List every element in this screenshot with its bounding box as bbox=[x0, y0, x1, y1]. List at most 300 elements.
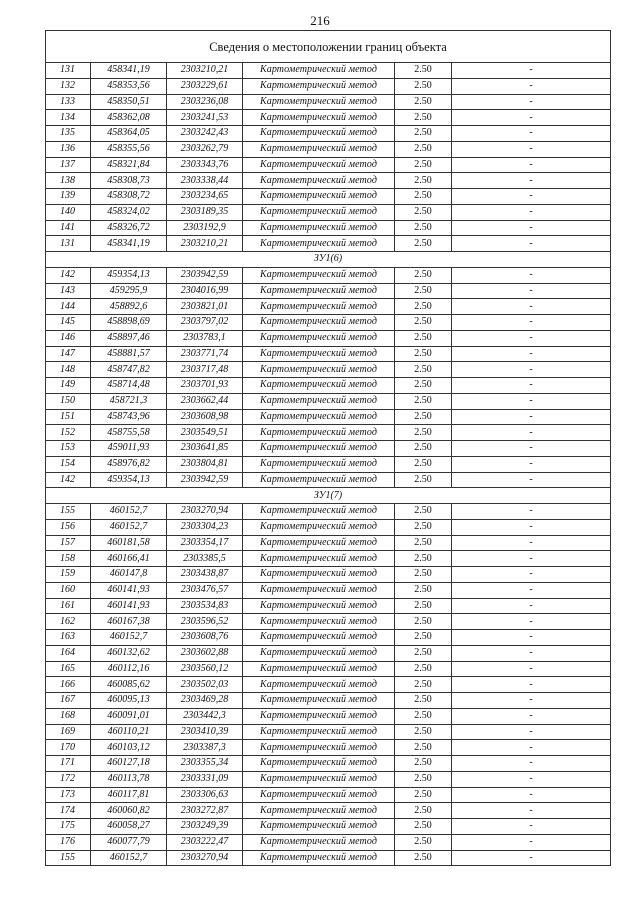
table-row bbox=[46, 551, 611, 567]
coord-x: 458747,82 bbox=[91, 362, 167, 378]
method-cell: Картометрический метод bbox=[243, 126, 395, 142]
section-label: ЗУ1(7) bbox=[46, 488, 611, 504]
point-number: 168 bbox=[46, 708, 91, 724]
table-row bbox=[46, 220, 611, 236]
coord-y: 2303192,9 bbox=[167, 220, 243, 236]
description-cell: - bbox=[452, 582, 611, 598]
point-number: 176 bbox=[46, 834, 91, 850]
method-cell: Картометрический метод bbox=[243, 456, 395, 472]
coord-x: 458341,19 bbox=[91, 63, 167, 79]
coord-x: 458364,05 bbox=[91, 126, 167, 142]
coord-x: 460127,18 bbox=[91, 756, 167, 772]
table-row bbox=[46, 409, 611, 425]
point-number: 149 bbox=[46, 378, 91, 394]
method-cell: Картометрический метод bbox=[243, 567, 395, 583]
point-number: 164 bbox=[46, 645, 91, 661]
coord-y: 2303270,94 bbox=[167, 850, 243, 866]
coord-y: 2303242,43 bbox=[167, 126, 243, 142]
coord-y: 2303387,3 bbox=[167, 740, 243, 756]
accuracy-cell: 2.50 bbox=[395, 677, 452, 693]
description-cell: - bbox=[452, 267, 611, 283]
point-number: 145 bbox=[46, 315, 91, 331]
accuracy-cell: 2.50 bbox=[395, 519, 452, 535]
coord-x: 460152,7 bbox=[91, 630, 167, 646]
accuracy-cell: 2.50 bbox=[395, 157, 452, 173]
description-cell: - bbox=[452, 803, 611, 819]
coord-y: 2303476,57 bbox=[167, 582, 243, 598]
point-number: 155 bbox=[46, 850, 91, 866]
table-row bbox=[46, 803, 611, 819]
point-number: 159 bbox=[46, 567, 91, 583]
accuracy-cell: 2.50 bbox=[395, 425, 452, 441]
method-cell: Картометрический метод bbox=[243, 756, 395, 772]
method-cell: Картометрический метод bbox=[243, 94, 395, 110]
table-row bbox=[46, 346, 611, 362]
table-row bbox=[46, 362, 611, 378]
coord-y: 2303942,59 bbox=[167, 472, 243, 488]
description-cell: - bbox=[452, 724, 611, 740]
table-row bbox=[46, 141, 611, 157]
description-cell: - bbox=[452, 551, 611, 567]
point-number: 173 bbox=[46, 787, 91, 803]
coord-y: 2303608,98 bbox=[167, 409, 243, 425]
accuracy-cell: 2.50 bbox=[395, 708, 452, 724]
coord-x: 460103,12 bbox=[91, 740, 167, 756]
coord-x: 460095,13 bbox=[91, 693, 167, 709]
description-cell: - bbox=[452, 425, 611, 441]
coord-x: 460152,7 bbox=[91, 850, 167, 866]
coord-x: 460147,8 bbox=[91, 567, 167, 583]
description-cell: - bbox=[452, 157, 611, 173]
table-row bbox=[46, 740, 611, 756]
accuracy-cell: 2.50 bbox=[395, 693, 452, 709]
table-row bbox=[46, 645, 611, 661]
table-row bbox=[46, 330, 611, 346]
coord-y: 2303560,12 bbox=[167, 661, 243, 677]
table-row bbox=[46, 173, 611, 189]
coord-x: 460091,01 bbox=[91, 708, 167, 724]
coord-x: 458341,19 bbox=[91, 236, 167, 252]
point-number: 165 bbox=[46, 661, 91, 677]
accuracy-cell: 2.50 bbox=[395, 204, 452, 220]
accuracy-cell: 2.50 bbox=[395, 850, 452, 866]
accuracy-cell: 2.50 bbox=[395, 834, 452, 850]
method-cell: Картометрический метод bbox=[243, 519, 395, 535]
point-number: 136 bbox=[46, 141, 91, 157]
description-cell: - bbox=[452, 645, 611, 661]
description-cell: - bbox=[452, 409, 611, 425]
coord-y: 2303701,93 bbox=[167, 378, 243, 394]
point-number: 150 bbox=[46, 393, 91, 409]
description-cell: - bbox=[452, 141, 611, 157]
method-cell: Картометрический метод bbox=[243, 504, 395, 520]
point-number: 137 bbox=[46, 157, 91, 173]
accuracy-cell: 2.50 bbox=[395, 267, 452, 283]
coord-y: 2303662,44 bbox=[167, 393, 243, 409]
point-number: 147 bbox=[46, 346, 91, 362]
table-row bbox=[46, 393, 611, 409]
point-number: 169 bbox=[46, 724, 91, 740]
method-cell: Картометрический метод bbox=[243, 819, 395, 835]
coord-y: 2303804,81 bbox=[167, 456, 243, 472]
coord-x: 458355,56 bbox=[91, 141, 167, 157]
coord-x: 460152,7 bbox=[91, 504, 167, 520]
coord-x: 458976,82 bbox=[91, 456, 167, 472]
point-number: 162 bbox=[46, 614, 91, 630]
table-row bbox=[46, 614, 611, 630]
point-number: 146 bbox=[46, 330, 91, 346]
coord-x: 458897,46 bbox=[91, 330, 167, 346]
accuracy-cell: 2.50 bbox=[395, 661, 452, 677]
coord-y: 2303641,85 bbox=[167, 441, 243, 457]
coord-y: 2303354,17 bbox=[167, 535, 243, 551]
method-cell: Картометрический метод bbox=[243, 677, 395, 693]
method-cell: Картометрический метод bbox=[243, 315, 395, 331]
accuracy-cell: 2.50 bbox=[395, 393, 452, 409]
coord-y: 2303189,35 bbox=[167, 204, 243, 220]
table-row bbox=[46, 378, 611, 394]
point-number: 135 bbox=[46, 126, 91, 142]
coord-x: 460060,82 bbox=[91, 803, 167, 819]
coord-y: 2303210,21 bbox=[167, 63, 243, 79]
table-row bbox=[46, 819, 611, 835]
accuracy-cell: 2.50 bbox=[395, 803, 452, 819]
coord-y: 2303821,01 bbox=[167, 299, 243, 315]
description-cell: - bbox=[452, 299, 611, 315]
point-number: 144 bbox=[46, 299, 91, 315]
accuracy-cell: 2.50 bbox=[395, 220, 452, 236]
coord-y: 2303249,39 bbox=[167, 819, 243, 835]
table-row bbox=[46, 504, 611, 520]
point-number: 167 bbox=[46, 693, 91, 709]
description-cell: - bbox=[452, 346, 611, 362]
point-number: 158 bbox=[46, 551, 91, 567]
accuracy-cell: 2.50 bbox=[395, 535, 452, 551]
coord-x: 458308,73 bbox=[91, 173, 167, 189]
method-cell: Картометрический метод bbox=[243, 551, 395, 567]
table-row bbox=[46, 299, 611, 315]
table-row bbox=[46, 708, 611, 724]
table-row bbox=[46, 78, 611, 94]
method-cell: Картометрический метод bbox=[243, 645, 395, 661]
table-title: Сведения о местоположении границ объекта bbox=[46, 31, 611, 63]
method-cell: Картометрический метод bbox=[243, 630, 395, 646]
point-number: 138 bbox=[46, 173, 91, 189]
accuracy-cell: 2.50 bbox=[395, 315, 452, 331]
coord-y: 2303343,76 bbox=[167, 157, 243, 173]
coord-y: 2303608,76 bbox=[167, 630, 243, 646]
description-cell: - bbox=[452, 126, 611, 142]
method-cell: Картометрический метод bbox=[243, 803, 395, 819]
coord-x: 458324,02 bbox=[91, 204, 167, 220]
coord-x: 458308,72 bbox=[91, 189, 167, 205]
method-cell: Картометрический метод bbox=[243, 771, 395, 787]
method-cell: Картометрический метод bbox=[243, 441, 395, 457]
coord-y: 2303442,3 bbox=[167, 708, 243, 724]
point-number: 170 bbox=[46, 740, 91, 756]
method-cell: Картометрический метод bbox=[243, 63, 395, 79]
table-row bbox=[46, 756, 611, 772]
table-row bbox=[46, 598, 611, 614]
point-number: 134 bbox=[46, 110, 91, 126]
description-cell: - bbox=[452, 504, 611, 520]
table-row bbox=[46, 693, 611, 709]
coord-y: 2303236,08 bbox=[167, 94, 243, 110]
coord-y: 2303602,88 bbox=[167, 645, 243, 661]
accuracy-cell: 2.50 bbox=[395, 362, 452, 378]
table-body bbox=[46, 31, 611, 866]
accuracy-cell: 2.50 bbox=[395, 756, 452, 772]
point-number: 171 bbox=[46, 756, 91, 772]
table-row bbox=[46, 126, 611, 142]
accuracy-cell: 2.50 bbox=[395, 299, 452, 315]
method-cell: Картометрический метод bbox=[243, 141, 395, 157]
coord-x: 458743,96 bbox=[91, 409, 167, 425]
accuracy-cell: 2.50 bbox=[395, 110, 452, 126]
method-cell: Картометрический метод bbox=[243, 535, 395, 551]
table-row bbox=[46, 94, 611, 110]
accuracy-cell: 2.50 bbox=[395, 787, 452, 803]
point-number: 142 bbox=[46, 472, 91, 488]
point-number: 142 bbox=[46, 267, 91, 283]
point-number: 143 bbox=[46, 283, 91, 299]
point-number: 131 bbox=[46, 236, 91, 252]
method-cell: Картометрический метод bbox=[243, 740, 395, 756]
description-cell: - bbox=[452, 598, 611, 614]
coord-y: 2303385,5 bbox=[167, 551, 243, 567]
coord-y: 2303272,87 bbox=[167, 803, 243, 819]
coord-x: 460166,41 bbox=[91, 551, 167, 567]
method-cell: Картометрический метод bbox=[243, 661, 395, 677]
table-row bbox=[46, 283, 611, 299]
method-cell: Картометрический метод bbox=[243, 787, 395, 803]
coord-y: 2303222,47 bbox=[167, 834, 243, 850]
accuracy-cell: 2.50 bbox=[395, 740, 452, 756]
section-row bbox=[46, 252, 611, 268]
accuracy-cell: 2.50 bbox=[395, 78, 452, 94]
description-cell: - bbox=[452, 330, 611, 346]
coord-y: 2303304,23 bbox=[167, 519, 243, 535]
accuracy-cell: 2.50 bbox=[395, 456, 452, 472]
coord-x: 458721,3 bbox=[91, 393, 167, 409]
coord-x: 458362,08 bbox=[91, 110, 167, 126]
accuracy-cell: 2.50 bbox=[395, 63, 452, 79]
accuracy-cell: 2.50 bbox=[395, 472, 452, 488]
coord-y: 2303210,21 bbox=[167, 236, 243, 252]
description-cell: - bbox=[452, 614, 611, 630]
accuracy-cell: 2.50 bbox=[395, 551, 452, 567]
description-cell: - bbox=[452, 677, 611, 693]
method-cell: Картометрический метод bbox=[243, 724, 395, 740]
accuracy-cell: 2.50 bbox=[395, 582, 452, 598]
point-number: 152 bbox=[46, 425, 91, 441]
coord-y: 2303534,83 bbox=[167, 598, 243, 614]
description-cell: - bbox=[452, 693, 611, 709]
coord-x: 460141,93 bbox=[91, 598, 167, 614]
table-row bbox=[46, 189, 611, 205]
method-cell: Картометрический метод bbox=[243, 236, 395, 252]
coord-x: 458892,6 bbox=[91, 299, 167, 315]
coord-x: 460141,93 bbox=[91, 582, 167, 598]
coord-x: 458898,69 bbox=[91, 315, 167, 331]
method-cell: Картометрический метод bbox=[243, 157, 395, 173]
description-cell: - bbox=[452, 456, 611, 472]
description-cell: - bbox=[452, 173, 611, 189]
description-cell: - bbox=[452, 189, 611, 205]
method-cell: Картометрический метод bbox=[243, 598, 395, 614]
accuracy-cell: 2.50 bbox=[395, 409, 452, 425]
method-cell: Картометрический метод bbox=[243, 204, 395, 220]
coord-y: 2303797,02 bbox=[167, 315, 243, 331]
accuracy-cell: 2.50 bbox=[395, 567, 452, 583]
point-number: 175 bbox=[46, 819, 91, 835]
method-cell: Картометрический метод bbox=[243, 409, 395, 425]
coord-y: 2303549,51 bbox=[167, 425, 243, 441]
method-cell: Картометрический метод bbox=[243, 110, 395, 126]
point-number: 151 bbox=[46, 409, 91, 425]
description-cell: - bbox=[452, 204, 611, 220]
coord-x: 458353,56 bbox=[91, 78, 167, 94]
coord-y: 2303306,63 bbox=[167, 787, 243, 803]
method-cell: Картометрический метод bbox=[243, 283, 395, 299]
point-number: 157 bbox=[46, 535, 91, 551]
method-cell: Картометрический метод bbox=[243, 614, 395, 630]
accuracy-cell: 2.50 bbox=[395, 614, 452, 630]
method-cell: Картометрический метод bbox=[243, 220, 395, 236]
point-number: 139 bbox=[46, 189, 91, 205]
description-cell: - bbox=[452, 567, 611, 583]
coord-y: 2303502,03 bbox=[167, 677, 243, 693]
method-cell: Картометрический метод bbox=[243, 78, 395, 94]
description-cell: - bbox=[452, 283, 611, 299]
point-number: 163 bbox=[46, 630, 91, 646]
point-number: 166 bbox=[46, 677, 91, 693]
accuracy-cell: 2.50 bbox=[395, 346, 452, 362]
description-cell: - bbox=[452, 393, 611, 409]
point-number: 155 bbox=[46, 504, 91, 520]
coord-x: 458326,72 bbox=[91, 220, 167, 236]
coord-y: 2303241,53 bbox=[167, 110, 243, 126]
table-row bbox=[46, 724, 611, 740]
coord-y: 2303331,09 bbox=[167, 771, 243, 787]
method-cell: Картометрический метод bbox=[243, 267, 395, 283]
description-cell: - bbox=[452, 708, 611, 724]
coord-y: 2303338,44 bbox=[167, 173, 243, 189]
accuracy-cell: 2.50 bbox=[395, 819, 452, 835]
description-cell: - bbox=[452, 740, 611, 756]
description-cell: - bbox=[452, 771, 611, 787]
description-cell: - bbox=[452, 378, 611, 394]
table-row bbox=[46, 110, 611, 126]
point-number: 148 bbox=[46, 362, 91, 378]
description-cell: - bbox=[452, 63, 611, 79]
coord-x: 460152,7 bbox=[91, 519, 167, 535]
coord-x: 460077,79 bbox=[91, 834, 167, 850]
table-row bbox=[46, 834, 611, 850]
method-cell: Картометрический метод bbox=[243, 330, 395, 346]
accuracy-cell: 2.50 bbox=[395, 504, 452, 520]
coord-y: 2303596,52 bbox=[167, 614, 243, 630]
table-row bbox=[46, 787, 611, 803]
coord-y: 2303469,28 bbox=[167, 693, 243, 709]
boundary-table bbox=[45, 30, 611, 866]
table-row bbox=[46, 567, 611, 583]
accuracy-cell: 2.50 bbox=[395, 189, 452, 205]
point-number: 156 bbox=[46, 519, 91, 535]
coord-x: 458321,84 bbox=[91, 157, 167, 173]
coord-y: 2303262,79 bbox=[167, 141, 243, 157]
point-number: 160 bbox=[46, 582, 91, 598]
coord-y: 2303234,65 bbox=[167, 189, 243, 205]
table-row bbox=[46, 204, 611, 220]
coord-x: 460117,81 bbox=[91, 787, 167, 803]
table-row bbox=[46, 519, 611, 535]
method-cell: Картометрический метод bbox=[243, 189, 395, 205]
coord-x: 460113,78 bbox=[91, 771, 167, 787]
coord-x: 458350,51 bbox=[91, 94, 167, 110]
coord-x: 458714,48 bbox=[91, 378, 167, 394]
description-cell: - bbox=[452, 519, 611, 535]
method-cell: Картометрический метод bbox=[243, 472, 395, 488]
table-row bbox=[46, 63, 611, 79]
accuracy-cell: 2.50 bbox=[395, 126, 452, 142]
page-number: 216 bbox=[310, 13, 330, 28]
point-number: 161 bbox=[46, 598, 91, 614]
method-cell: Картометрический метод bbox=[243, 708, 395, 724]
accuracy-cell: 2.50 bbox=[395, 441, 452, 457]
accuracy-cell: 2.50 bbox=[395, 771, 452, 787]
description-cell: - bbox=[452, 834, 611, 850]
method-cell: Картометрический метод bbox=[243, 425, 395, 441]
method-cell: Картометрический метод bbox=[243, 582, 395, 598]
description-cell: - bbox=[452, 535, 611, 551]
description-cell: - bbox=[452, 661, 611, 677]
method-cell: Картометрический метод bbox=[243, 393, 395, 409]
accuracy-cell: 2.50 bbox=[395, 283, 452, 299]
point-number: 132 bbox=[46, 78, 91, 94]
table-title-row bbox=[46, 31, 611, 63]
method-cell: Картометрический метод bbox=[243, 834, 395, 850]
point-number: 131 bbox=[46, 63, 91, 79]
accuracy-cell: 2.50 bbox=[395, 645, 452, 661]
accuracy-cell: 2.50 bbox=[395, 378, 452, 394]
coord-x: 460110,21 bbox=[91, 724, 167, 740]
description-cell: - bbox=[452, 78, 611, 94]
coord-x: 459011,93 bbox=[91, 441, 167, 457]
description-cell: - bbox=[452, 236, 611, 252]
point-number: 172 bbox=[46, 771, 91, 787]
description-cell: - bbox=[452, 850, 611, 866]
coord-y: 2304016,99 bbox=[167, 283, 243, 299]
table-row bbox=[46, 425, 611, 441]
coord-x: 459354,13 bbox=[91, 472, 167, 488]
coord-y: 2303355,34 bbox=[167, 756, 243, 772]
description-cell: - bbox=[452, 110, 611, 126]
description-cell: - bbox=[452, 94, 611, 110]
point-number: 174 bbox=[46, 803, 91, 819]
point-number: 141 bbox=[46, 220, 91, 236]
table-row bbox=[46, 677, 611, 693]
table-row bbox=[46, 267, 611, 283]
table-row bbox=[46, 236, 611, 252]
method-cell: Картометрический метод bbox=[243, 693, 395, 709]
coord-x: 460132,62 bbox=[91, 645, 167, 661]
accuracy-cell: 2.50 bbox=[395, 630, 452, 646]
method-cell: Картометрический метод bbox=[243, 299, 395, 315]
coord-y: 2303717,48 bbox=[167, 362, 243, 378]
point-number: 140 bbox=[46, 204, 91, 220]
coord-x: 458881,57 bbox=[91, 346, 167, 362]
